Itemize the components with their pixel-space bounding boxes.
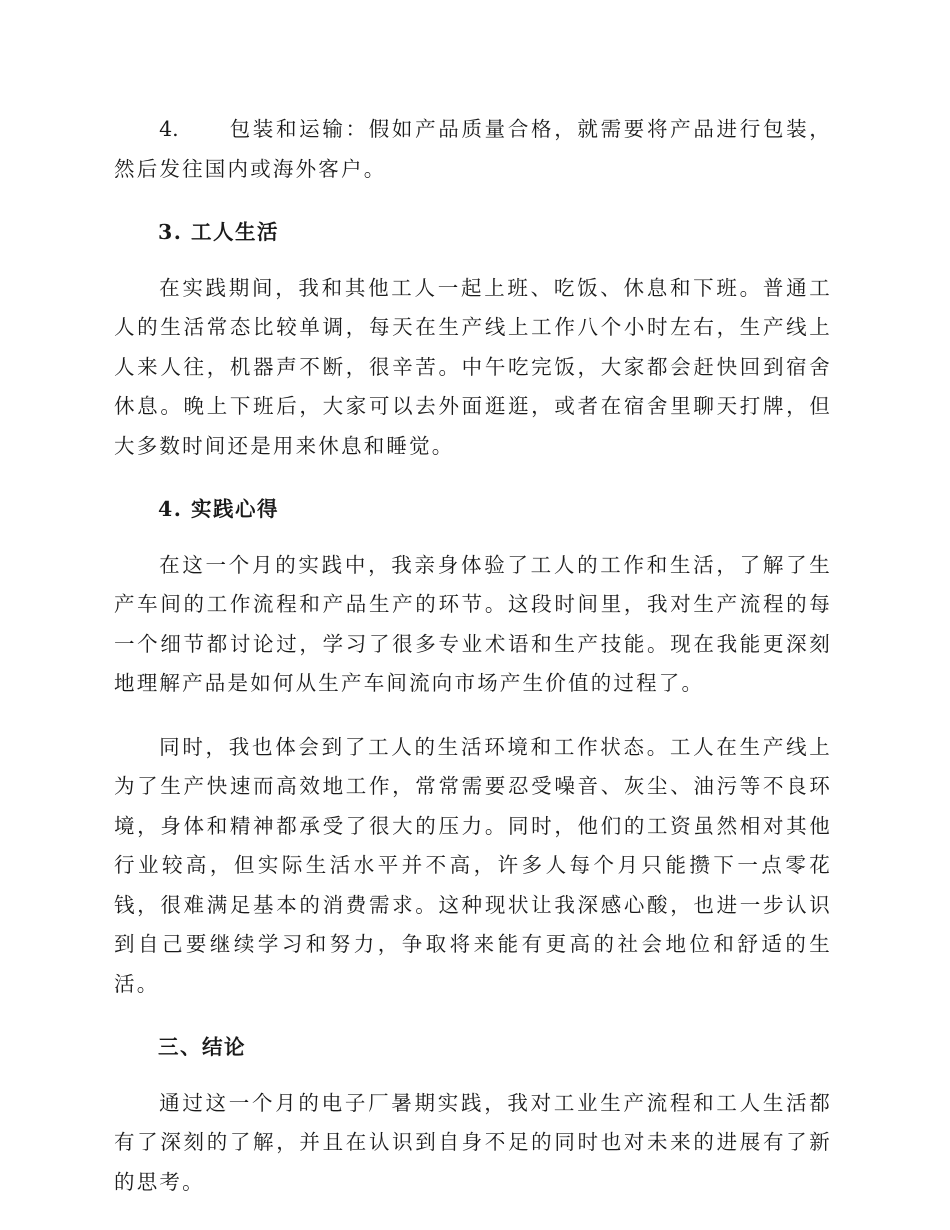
paragraph-conclusion: 通过这一个月的电子厂暑期实践，我对工业生产流程和工人生活都有了深刻的了解，并且在认识到自身不足的同时也对未来的进展有了新的思考。 — [114, 1090, 832, 1194]
list-item-number: 4. — [159, 117, 179, 141]
list-item-text: 包装和运输：假如产品质量合格，就需要将产品进行包装，然后发往国内或海外客户。 — [114, 117, 832, 181]
section-heading-conclusion: 三、结论 — [158, 1035, 246, 1059]
section-heading-practice-insights: 4. 实践心得 — [158, 497, 280, 521]
list-item-packaging — [114, 110, 832, 189]
document-body — [114, 110, 832, 1226]
paragraph-practice-insights-2: 同时，我也体会到了工人的生活环境和工作状态。工人在生产线上为了生产快速而高效地工作，常常需要忍受噪音、灰尘、油污等不良环境，身体和精神都承受了很大的压力。同时，他们的工资虽然相对其他行业较高，但实际生活水平并不高，许多人每个月只能攒下一点零花钱，很难满足基本的消费需求。这种现状让我深感心酸，也进一步认识到自己要继续学习和努力，争取将来能有更高的社会地位和舒适的生活。 — [114, 734, 832, 996]
paragraph-practice-insights-1: 在这一个月的实践中，我亲身体验了工人的工作和生活，了解了生产车间的工作流程和产品生产的环节。这段时间里，我对生产流程的每一个细节都讨论过，学习了很多专业术语和生产技能。现在我能更深刻地理解产品是如何从生产车间流向市场产生价值的过程了。 — [114, 552, 832, 695]
section-heading-worker-life: 3. 工人生活 — [158, 220, 280, 244]
paragraph-worker-life: 在实践期间，我和其他工人一起上班、吃饭、休息和下班。普通工人的生活常态比较单调，每天在生产线上工作八个小时左右，生产线上人来人往，机器声不断，很辛苦。中午吃完饭，大家都会赶快回到宿舍休息。晚上下班后，大家可以去外面逛逛，或者在宿舍里聊天打牌，但大多数时间还是用来休息和睡觉。 — [114, 275, 832, 458]
